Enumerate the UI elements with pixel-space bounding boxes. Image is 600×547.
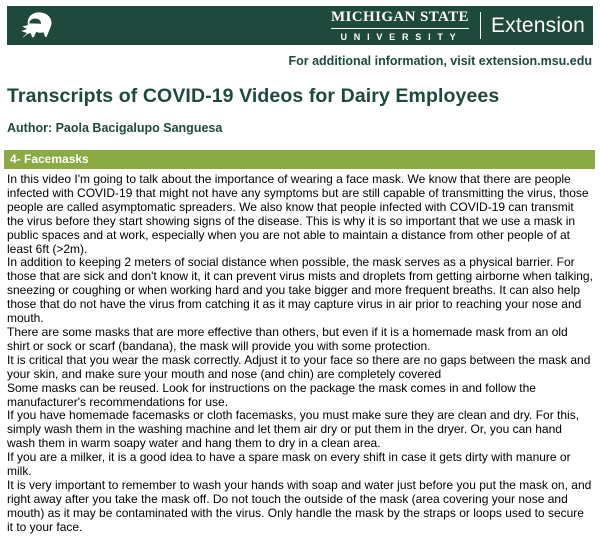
transcript-paragraph: If you are a milker, it is a good idea to have a spare mask on every shift in case it gets dirty with manure or milk. bbox=[7, 450, 571, 479]
transcript-body bbox=[7, 173, 593, 535]
transcript-paragraph: In this video I'm going to talk about the importance of wearing a face mask. We know that there are people infected with COVID-19 that might not have any symptoms but are still capable of transmitting the virus, those people are called asymptomatic spreaders. We also know that people infected with COVID-19 can transmit the virus before they start showing signs of the disease. This is why it is so important that we use a mask in public spaces and at work, especially when you are not able to maintain a distance from other people of at least 6ft (>2m). bbox=[7, 172, 589, 256]
wordmark-line1: MICHIGAN STATE bbox=[331, 9, 469, 29]
transcript-paragraph: It is very important to remember to wash your hands with soap and water just before you put the mask on, and right away after you take the mask off. Do not touch the outside of the mask (area covering your nose and mouth) as it may be contaminated with the virus. Only handle the mask by the straps or loops used to secure it to your face. bbox=[7, 477, 592, 534]
transcript-paragraph: It is critical that you wear the mask correctly. Adjust it to your face so there are no gaps between the mask and your skin, and make sure your mouth and nose (and chin) are completely covered bbox=[7, 352, 591, 381]
transcript-paragraph: Some masks can be reused. Look for instructions on the package the mask comes in and follow the manufacturer's recommendations for use. bbox=[7, 380, 536, 409]
section-header-facemasks: 4- Facemasks bbox=[4, 150, 595, 169]
header-tagline: For additional information, visit extension.msu.edu bbox=[288, 54, 592, 68]
transcript-paragraph: In addition to keeping 2 meters of social distance when possible, the mask serves as a physical barrier. For those that are sick and don't know it, it can prevent virus mists and droplets from getting airborne when talking, sneezing or coughing or when working hard and you take bigger and more frequent breaths. It can also help those that do not have the virus from catching it as it may capture virus in air prior to reaching your nose and mouth. bbox=[7, 255, 593, 326]
author-line: Author: Paola Bacigalupo Sanguesa bbox=[7, 121, 223, 135]
transcript-paragraph: There are some masks that are more effective than others, but even if it is a homemade mask from an old shirt or sock or scarf (bandana), the mask will provide you with some protection. bbox=[7, 324, 568, 353]
document-page bbox=[0, 6, 600, 547]
header-divider bbox=[480, 12, 481, 39]
msu-header-bar bbox=[7, 6, 593, 45]
extension-brand-label: Extension bbox=[490, 13, 585, 37]
wordmark-line2: UNIVERSITY bbox=[340, 31, 463, 42]
msu-wordmark bbox=[331, 9, 469, 42]
page-title: Transcripts of COVID-19 Videos for Dairy Employees bbox=[7, 85, 500, 107]
transcript-paragraph: If you have homemade facemasks or cloth facemasks, you must make sure they are clean and dry. For this, simply wash them in the washing machine and let them air dry or put them in the dryer. Or, you can hand wash them in warm soapy water and hang them to dry in a clean area. bbox=[7, 408, 580, 451]
spartan-helmet-icon bbox=[16, 10, 54, 42]
